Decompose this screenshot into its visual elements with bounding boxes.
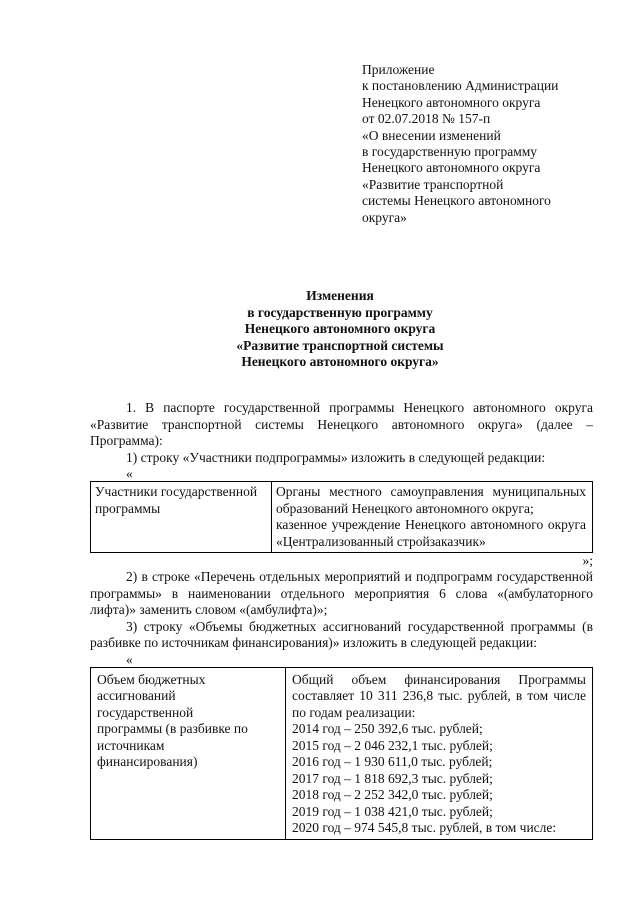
document-title xyxy=(90,288,590,371)
quote-close: »; xyxy=(582,553,593,568)
annex-line: «Развитие транспортной xyxy=(362,176,504,192)
annex-line: Приложение xyxy=(362,62,435,77)
participants-value-line: Органы местного самоуправления муниципальных образований Ненецкого автономного округа; xyxy=(276,484,586,516)
participants-table xyxy=(90,481,593,553)
paragraph-4: 3) строку «Объемы бюджетных ассигнований государственной программы (в разбивке по источникам финансирования)» изложить в следующей редакции: xyxy=(90,618,593,650)
title-line: Ненецкого автономного округа xyxy=(244,321,436,337)
paragraph-1: 1. В паспорте государственной программы Ненецкого автономного округа «Развитие транспортной системы Ненецкого автономного округа» (далее – Программа): xyxy=(90,400,593,448)
annex-line: округа» xyxy=(362,209,407,225)
annex-line: «О внесении изменений xyxy=(362,127,501,143)
table-row xyxy=(91,667,593,839)
funding-label-cell xyxy=(91,667,286,839)
funding-year-line: 2017 год – 1 818 692,3 тыс. рублей; xyxy=(292,770,493,786)
funding-year-line: 2016 год – 1 930 611,0 тыс. рублей; xyxy=(292,754,493,769)
document-body xyxy=(90,400,593,840)
funding-label-line: государственной xyxy=(97,704,194,720)
quote-open: « xyxy=(126,466,133,481)
participants-label-cell: Участники государственной программы xyxy=(91,482,272,553)
funding-year-line: 2020 год – 974 545,8 тыс. рублей, в том числе: xyxy=(292,820,557,835)
annex-line: системы Ненецкого автономного xyxy=(362,193,551,209)
funding-label-line: финансирования) xyxy=(97,754,198,769)
annex-line: от 02.07.2018 № 157-п xyxy=(362,111,491,127)
funding-year-line: 2015 год – 2 046 232,1 тыс. рублей; xyxy=(292,737,493,753)
participants-value-line: казенное учреждение Ненецкого автономного округа «Централизованный стройзаказчик» xyxy=(276,517,586,549)
funding-year-line: 2018 год – 2 252 342,0 тыс. рублей; xyxy=(292,787,493,802)
funding-label-line: источникам xyxy=(97,737,165,753)
paragraph-3: 2) в строке «Перечень отдельных мероприятий и подпрограмм государственной программы» в наименовании отдельного мероприятия 6 слова «(амбулаторного лифта)» заменить словом «(амбулифта)»; xyxy=(90,569,593,617)
title-line: Ненецкого автономного округа» xyxy=(241,354,439,370)
funding-label-line: программы (в разбивке по xyxy=(97,721,248,736)
annex-line: к постановлению Администрации xyxy=(362,78,559,94)
funding-table xyxy=(90,667,593,840)
title-line: в государственную программу xyxy=(247,304,433,320)
funding-intro: Общий объем финансирования Программы составляет 10 311 236,8 тыс. рублей, в том числе по годам реализации: xyxy=(292,671,586,720)
participants-value-cell xyxy=(272,482,593,553)
funding-label-line: Объем бюджетных xyxy=(97,671,206,687)
funding-value-cell xyxy=(286,667,593,839)
annex-header xyxy=(362,62,612,226)
funding-year-line: 2019 год – 1 038 421,0 тыс. рублей; xyxy=(292,803,493,819)
title-line: Изменения xyxy=(306,288,374,303)
funding-year-line: 2014 год – 250 392,6 тыс. рублей; xyxy=(292,721,483,736)
annex-line: Ненецкого автономного округа xyxy=(362,94,541,110)
paragraph-2: 1) строку «Участники подпрограммы» изложить в следующей редакции: xyxy=(126,449,546,465)
funding-label-line: ассигнований xyxy=(97,688,176,703)
quote-open: « xyxy=(126,651,133,667)
title-line: «Развитие транспортной системы xyxy=(236,337,444,353)
table-row xyxy=(91,482,593,553)
annex-line: Ненецкого автономного округа xyxy=(362,160,541,176)
annex-line: в государственную программу xyxy=(362,144,538,160)
